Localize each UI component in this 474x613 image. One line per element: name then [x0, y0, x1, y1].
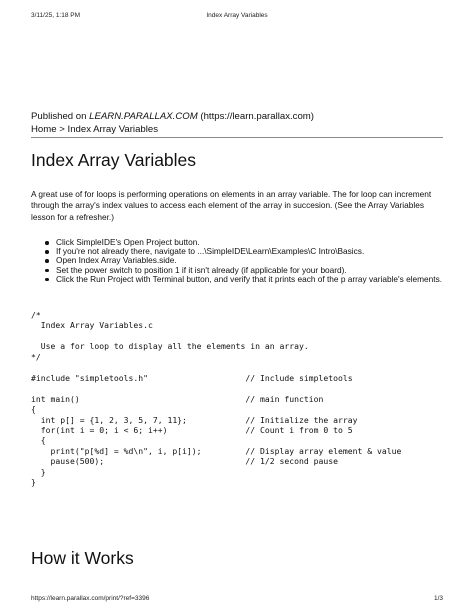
- bullet-icon: [45, 269, 49, 273]
- source-url: (https://learn.parallax.com): [197, 111, 314, 122]
- step-text: If you're not already there, navigate to ...\SimpleIDE\Learn\Examples\C Intro\Basics.: [56, 246, 365, 257]
- source-site-link[interactable]: LEARN.PARALLAX.COM: [89, 111, 198, 122]
- print-footer-url: https://learn.parallax.com/print/?ref=3396: [31, 595, 150, 602]
- published-prefix: Published on: [31, 111, 90, 122]
- step-text: Open Index Array Variables.side.: [56, 255, 177, 266]
- bullet-icon: [45, 278, 49, 282]
- code-listing: /* Index Array Variables.c Use a for loop to display all the elements in an array. */ #include "simpletools.h" // Include simpletools int main() // main function { int p[] = {1, 2, 3, 5, 7, 11}; // Initialize the array for(int i = 0; i < 6; i++) // Count i from 0 to 5 { print("p[%d] = %d\n", i, p[i]); // Display array element & value pause(500); // 1/2 second pause } }: [31, 310, 402, 488]
- step-item: [44, 275, 444, 284]
- print-page-number: 1/3: [433, 595, 443, 602]
- step-text: Set the power switch to position 1 if it isn't already (if applicable for your board).: [56, 264, 347, 275]
- section-heading-how-it-works: How it Works: [31, 548, 134, 568]
- breadcrumb: Home > Index Array Variables: [31, 124, 158, 135]
- intro-paragraph: A great use of for loops is performing operations on elements in an array variable. The for loop can increment through the array's index values to access each element of the array in succesion. (See the Array Variables lesson for a refresher.): [31, 189, 432, 222]
- steps-list: [44, 238, 444, 284]
- published-on-line: [31, 111, 314, 122]
- step-text: Click the Run Project with Terminal button, and verify that it prints each of the p array variable's elements.: [56, 273, 443, 284]
- page-title: Index Array Variables: [31, 150, 197, 170]
- print-page-title: Index Array Variables: [206, 12, 268, 19]
- print-datetime: 3/11/25, 1:18 PM: [31, 12, 81, 19]
- divider: [31, 137, 443, 138]
- bullet-icon: [45, 241, 49, 245]
- step-text: Click SimpleIDE's Open Project button.: [56, 237, 200, 247]
- bullet-icon: [45, 250, 49, 254]
- bullet-icon: [45, 259, 49, 263]
